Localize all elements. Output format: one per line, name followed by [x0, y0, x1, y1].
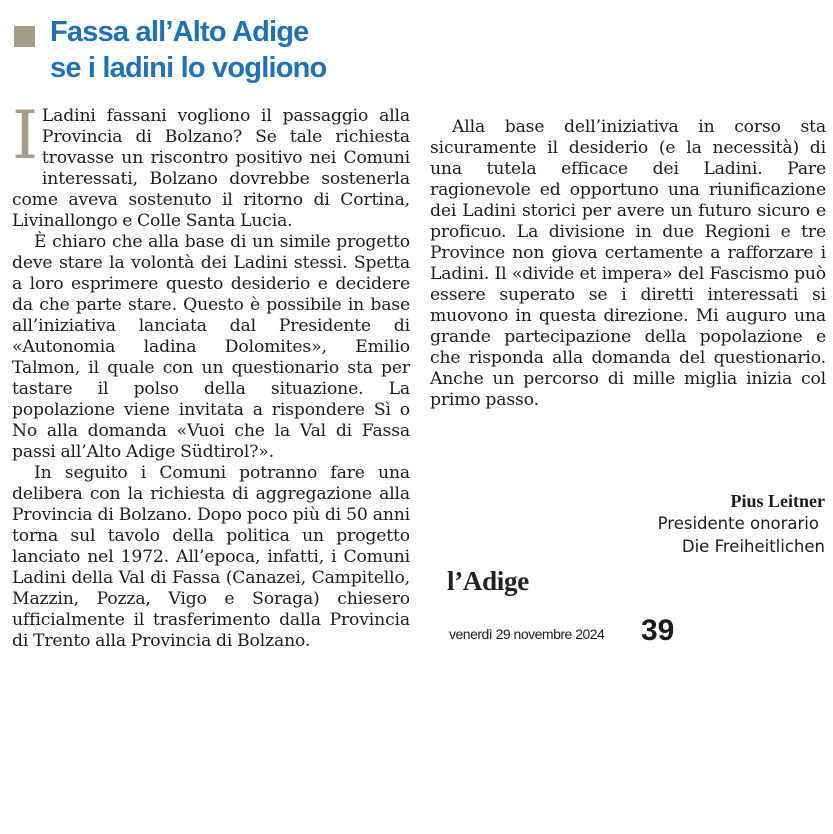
headline-marker: [14, 26, 35, 47]
headline-line-1: Fassa all’Alto Adige: [50, 16, 309, 48]
author-party: Die Freiheitlichen: [681, 537, 825, 556]
article-paragraph: Alla base dell’iniziativa in corso sta sicuramente il desiderio (e la necessità) di una tutela efficace dei Ladini. Pare ragionevole ed opportuno una riunificazione dei Ladini storici per avere un futuro sicuro e proficuo. La divisione in due Regioni e tre Province non giova certamente a rafforzare i Ladini. Il «divide et impera» del Fascismo può essere superato se i diretti interessati si muovono in questa direzione. Mi auguro una grande partecipazione della popolazione e che risponda alla domanda del questionario. Anche un percorso di mille miglia inizia col primo passo.: [430, 117, 826, 410]
article-paragraph: È chiaro che alla base di un simile progetto deve stare la volontà dei Ladini stessi. Spetta a loro esprimere questo desiderio e decidere da che parte stare. Questo è possibile in base all’iniziativa lanciata dal Presidente di «Autonomia ladina Dolomites», Emilio Talmon, il quale con un questionario sta per tastare il polso della situazione. La popolazione viene invitata a rispondere Sì o No alla domanda «Vuoi che la Val di Fassa passi all’Alto Adige Südtirol?».: [12, 232, 410, 462]
headline-line-2: se i ladini lo vogliono: [50, 52, 327, 84]
article-paragraph: In seguito i Comuni potranno fare una delibera con la richiesta di aggregazione alla Provincia di Bolzano. Dopo poco più di 50 anni torna sul tavolo della politica un progetto lanciato nel 1972. All’epoca, infatti, i Comuni Ladini della Val di Fassa (Canazei, Campitello, Mazzin, Pozza, Vigo e Soraga) chiesero ufficialmente il trasferimento dalla Provincia di Trento alla Provincia di Bolzano.: [12, 463, 410, 651]
author-role: Presidente onorario: [657, 514, 819, 533]
headline: [50, 14, 470, 86]
paragraph-text: Ladini fassani vogliono il passaggio alla Provincia di Bolzano? Se tale richiesta trovasse un riscontro positivo nei Comuni interessati, Bolzano dovrebbe sostenerla come aveva sostenuto il ritorno di Cortina, Livinallongo e Colle Santa Lucia.: [12, 106, 410, 231]
issue-date: venerdì 29 novembre 2024: [449, 626, 605, 642]
author-name: Pius Leitner: [730, 491, 825, 511]
page-number: 39: [641, 614, 675, 647]
article-paragraph: [12, 97, 410, 232]
signature: [525, 490, 825, 558]
drop-cap: I: [12, 97, 38, 174]
article-column-1: [12, 97, 410, 652]
article-column-2: [430, 117, 826, 411]
newspaper-name: l’Adige: [447, 566, 529, 596]
